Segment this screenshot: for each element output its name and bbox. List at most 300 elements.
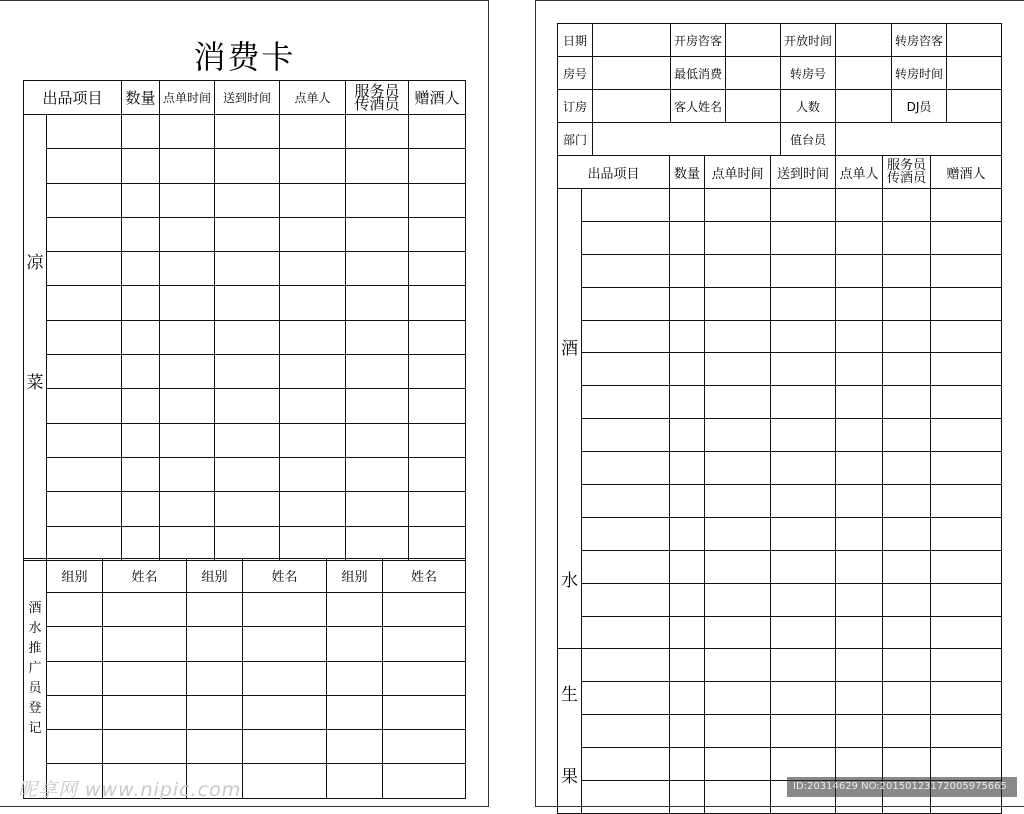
entry-cell [47,730,103,764]
entry-cell [47,286,122,320]
entry-cell [280,320,346,354]
entry-cell [122,183,160,217]
entry-cell [883,353,931,386]
entry-cell [346,355,409,389]
entry-cell [160,217,215,251]
entry-cell [705,517,771,550]
entry-cell [670,419,705,452]
entry-cell [409,115,466,149]
entry-cell [931,485,1002,518]
cold-dish-table [23,80,466,561]
entry-cell [215,149,280,183]
entry-cell [160,149,215,183]
entry-cell [582,254,670,287]
entry-cell [122,492,160,526]
table-row [558,583,1002,616]
entry-cell [280,423,346,457]
info-value [836,90,892,123]
header-item: 出品项目 [558,156,670,189]
entry-cell [705,748,771,781]
entry-cell [47,252,122,286]
entry-cell [771,221,836,254]
entry-cell [883,517,931,550]
entry-cell [122,149,160,183]
entry-cell [280,457,346,491]
info-value [593,123,781,156]
entry-cell [409,526,466,560]
entry-cell [931,320,1002,353]
entry-cell [883,254,931,287]
entry-cell [771,452,836,485]
entry-cell [160,355,215,389]
entry-cell [243,627,327,661]
table-row [24,457,466,491]
entry-cell [122,423,160,457]
entry-cell [670,189,705,222]
entry-cell [215,320,280,354]
entry-cell [670,517,705,550]
info-label: 客人姓名 [671,90,726,123]
entry-cell [409,355,466,389]
entry-cell [670,616,705,649]
table-row [24,492,466,526]
entry-cell [705,485,771,518]
entry-cell [160,320,215,354]
entry-cell [215,355,280,389]
entry-cell [582,781,670,814]
entry-cell [327,627,383,661]
entry-cell [187,730,243,764]
table-row [24,149,466,183]
header-cell: 服务员 传酒员 [346,81,409,115]
section-label-cold-dish: 凉 菜 [24,115,47,561]
entry-cell [215,286,280,320]
info-value [593,90,671,123]
table-row [558,254,1002,287]
entry-cell [582,649,670,682]
table-row [24,320,466,354]
info-label: DJ员 [892,90,947,123]
entry-cell [409,149,466,183]
entry-cell [187,695,243,729]
entry-cell [670,386,705,419]
entry-cell [346,286,409,320]
info-value [947,24,1002,57]
entry-cell [160,252,215,286]
info-row [558,57,1002,90]
table-row [558,189,1002,222]
table-row [558,320,1002,353]
entry-cell [383,593,466,627]
info-label: 房号 [558,57,593,90]
entry-cell [280,252,346,286]
entry-cell [47,389,122,423]
entry-cell [280,355,346,389]
entry-cell [705,781,771,814]
info-label: 日期 [558,24,593,57]
entry-cell [47,526,122,560]
section-label-fruit: 生 果 [558,649,582,813]
info-value [593,57,671,90]
table-row [558,419,1002,452]
entry-cell [582,386,670,419]
entry-cell [836,419,883,452]
entry-cell [931,221,1002,254]
entry-cell [670,781,705,814]
entry-cell [836,221,883,254]
entry-cell [582,452,670,485]
entry-cell [883,287,931,320]
entry-cell [47,492,122,526]
entry-cell [160,457,215,491]
entry-cell [280,492,346,526]
entry-cell [243,764,327,798]
watermark-logo: 昵享网 www.nipic.com [18,779,242,801]
entry-cell [931,550,1002,583]
table-row [558,616,1002,649]
header-item: 出品项目 [24,81,122,115]
entry-cell [883,386,931,419]
table-row [558,517,1002,550]
entry-cell [931,189,1002,222]
entry-cell [346,423,409,457]
entry-cell [327,764,383,798]
entry-cell [47,320,122,354]
entry-cell [931,715,1002,748]
entry-cell [215,423,280,457]
info-label: 订房 [558,90,593,123]
entry-cell [582,287,670,320]
entry-cell [582,353,670,386]
entry-cell [215,217,280,251]
entry-cell [409,286,466,320]
entry-cell [883,649,931,682]
info-row [558,24,1002,57]
entry-cell [931,583,1002,616]
table-row [558,550,1002,583]
entry-cell [346,526,409,560]
entry-cell [705,254,771,287]
entry-cell [836,649,883,682]
entry-cell [670,452,705,485]
info-label: 值台员 [781,123,836,156]
entry-cell [705,682,771,715]
entry-cell [883,320,931,353]
entry-cell [883,616,931,649]
entry-cell [47,183,122,217]
entry-cell [883,682,931,715]
entry-cell [327,593,383,627]
entry-cell [122,115,160,149]
entry-cell [705,452,771,485]
entry-cell [582,616,670,649]
entry-cell [931,419,1002,452]
table-row [558,386,1002,419]
entry-cell [771,583,836,616]
header-cell: 组别 [47,559,103,593]
entry-cell [836,353,883,386]
entry-cell [215,183,280,217]
entry-cell [670,550,705,583]
entry-cell [47,423,122,457]
entry-cell [836,386,883,419]
entry-cell [215,115,280,149]
room-info-table [557,23,1002,156]
entry-cell [705,320,771,353]
entry-cell [160,286,215,320]
entry-cell [883,748,931,781]
header-cell: 姓名 [243,559,327,593]
entry-cell [47,695,103,729]
table-row [558,748,1002,781]
entry-cell [836,517,883,550]
entry-cell [670,682,705,715]
entry-cell [883,485,931,518]
entry-cell [280,115,346,149]
entry-cell [383,627,466,661]
entry-cell [122,389,160,423]
entry-cell [187,661,243,695]
table-row [24,730,466,764]
info-value [726,24,781,57]
entry-cell [931,254,1002,287]
table-row [24,695,466,729]
entry-cell [160,423,215,457]
entry-cell [122,286,160,320]
entry-cell [670,254,705,287]
header-cell: 点单人 [836,156,883,189]
entry-cell [705,616,771,649]
entry-cell [883,452,931,485]
header-cell: 姓名 [103,559,187,593]
entry-cell [582,583,670,616]
table-row [558,452,1002,485]
entry-cell [409,492,466,526]
info-label: 最低消费 [671,57,726,90]
entry-cell [705,287,771,320]
header-cell: 姓名 [383,559,466,593]
info-label: 人数 [781,90,836,123]
entry-cell [122,355,160,389]
entry-cell [836,583,883,616]
entry-cell [931,353,1002,386]
table-row [24,423,466,457]
entry-cell [670,320,705,353]
info-row [558,90,1002,123]
header-cell: 服务员 传酒员 [883,156,931,189]
entry-cell [670,715,705,748]
entry-cell [771,550,836,583]
table-row [24,526,466,560]
table-row [558,353,1002,386]
entry-cell [836,287,883,320]
entry-cell [771,748,836,781]
entry-cell [582,419,670,452]
entry-cell [346,320,409,354]
info-label: 部门 [558,123,593,156]
entry-cell [409,320,466,354]
info-label: 开房咨客 [671,24,726,57]
entry-cell [383,764,466,798]
table-row [24,252,466,286]
info-value [836,24,892,57]
info-value [836,57,892,90]
entry-cell [215,252,280,286]
info-label: 开放时间 [781,24,836,57]
entry-cell [103,593,187,627]
entry-cell [160,115,215,149]
info-value [947,57,1002,90]
entry-cell [705,550,771,583]
entry-cell [771,189,836,222]
entry-cell [47,661,103,695]
header-cell: 赠酒人 [409,81,466,115]
entry-cell [47,593,103,627]
entry-cell [103,695,187,729]
entry-cell [346,389,409,423]
entry-cell [883,583,931,616]
entry-cell [670,221,705,254]
entry-cell [187,627,243,661]
info-value [593,24,671,57]
entry-cell [409,217,466,251]
entry-cell [771,353,836,386]
entry-cell [771,386,836,419]
entry-cell [160,183,215,217]
entry-cell [836,254,883,287]
entry-cell [582,550,670,583]
entry-cell [836,715,883,748]
entry-cell [670,287,705,320]
entry-cell [883,419,931,452]
entry-cell [771,485,836,518]
info-label: 转房时间 [892,57,947,90]
entry-cell [582,517,670,550]
entry-cell [122,217,160,251]
promoter-register-table [23,558,466,799]
header-cell: 送到时间 [771,156,836,189]
entry-cell [582,485,670,518]
entry-cell [215,526,280,560]
header-cell: 送到时间 [215,81,280,115]
table-row [24,593,466,627]
entry-cell [836,452,883,485]
entry-cell [771,287,836,320]
entry-cell [883,221,931,254]
entry-cell [883,550,931,583]
entry-cell [280,183,346,217]
entry-cell [409,389,466,423]
entry-cell [771,649,836,682]
table-row [24,217,466,251]
table-row [24,389,466,423]
entry-cell [836,189,883,222]
entry-cell [243,661,327,695]
entry-cell [883,189,931,222]
entry-cell [705,419,771,452]
entry-cell [931,616,1002,649]
entry-cell [582,715,670,748]
info-label: 转房号 [781,57,836,90]
entry-cell [931,452,1002,485]
entry-cell [346,252,409,286]
entry-cell [327,695,383,729]
entry-cell [346,492,409,526]
entry-cell [931,517,1002,550]
header-cell: 点单时间 [160,81,215,115]
table-row [558,649,1002,682]
entry-cell [215,457,280,491]
entry-cell [187,593,243,627]
entry-cell [670,649,705,682]
entry-cell [771,616,836,649]
entry-cell [409,423,466,457]
section-label-promoter: 酒 水 推 广 员 登 记 [24,559,47,799]
entry-cell [346,183,409,217]
info-value [726,57,781,90]
entry-cell [47,217,122,251]
entry-cell [705,189,771,222]
table-row [558,682,1002,715]
entry-cell [705,715,771,748]
entry-cell [122,526,160,560]
info-row [558,123,1002,156]
entry-cell [122,457,160,491]
entry-cell [47,115,122,149]
entry-cell [383,695,466,729]
table-row [24,286,466,320]
entry-cell [383,730,466,764]
entry-cell [280,217,346,251]
entry-cell [346,149,409,183]
entry-cell [931,682,1002,715]
entry-cell [670,748,705,781]
entry-cell [47,457,122,491]
header-cell: 点单时间 [705,156,771,189]
entry-cell [670,353,705,386]
entry-cell [280,286,346,320]
entry-cell [215,492,280,526]
entry-cell [836,616,883,649]
entry-cell [103,627,187,661]
entry-cell [705,386,771,419]
entry-cell [771,320,836,353]
entry-cell [771,517,836,550]
header-cell: 数量 [122,81,160,115]
entry-cell [836,550,883,583]
entry-cell [931,649,1002,682]
header-cell: 数量 [670,156,705,189]
entry-cell [931,386,1002,419]
entry-cell [122,320,160,354]
entry-cell [346,457,409,491]
entry-cell [327,661,383,695]
image-id-bar: ID:20314629 NO:20150123172005975665 [787,777,1017,797]
entry-cell [327,730,383,764]
table-row [24,627,466,661]
entry-cell [705,649,771,682]
entry-cell [160,492,215,526]
entry-cell [931,748,1002,781]
entry-cell [160,526,215,560]
entry-cell [582,221,670,254]
entry-cell [409,457,466,491]
entry-cell [771,715,836,748]
entry-cell [215,389,280,423]
info-label: 转房咨客 [892,24,947,57]
entry-cell [47,149,122,183]
table-row [24,661,466,695]
